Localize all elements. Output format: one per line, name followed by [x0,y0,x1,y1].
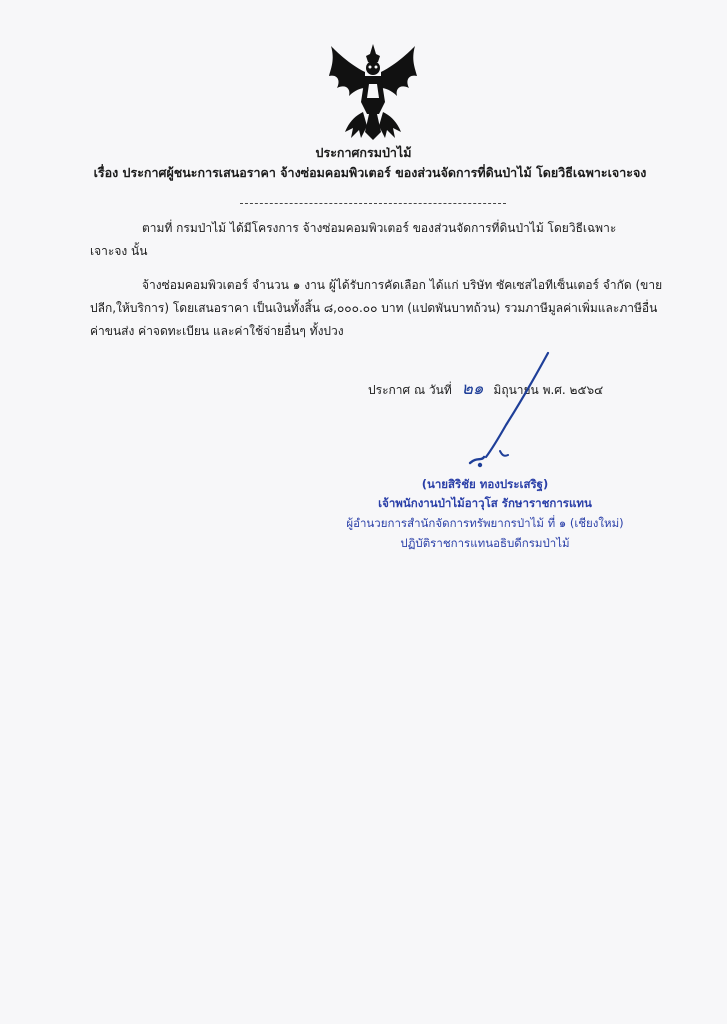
paragraph-2-line-1: จ้างซ่อมคอมพิวเตอร์ จำนวน ๑ งาน ผู้ได้รับการคัดเลือก ได้แก่ บริษัท ซัคเซสไอทีเซ็นเตอร์ จำกัด (ขาย [142,278,663,292]
divider [240,203,506,204]
date-day-handwritten: ๒๑ [461,379,484,399]
date-prefix: ประกาศ ณ วันที่ [368,383,452,397]
signatory-position-3: ปฏิบัติราชการแทนอธิบดีกรมป่าไม้ [400,536,570,550]
signatory-position-1: เจ้าพนักงานป่าไม้อาวุโส รักษาราชการแทน [378,496,592,510]
paragraph-1-line-1: ตามที่ กรมป่าไม้ ได้มีโครงการ จ้างซ่อมคอมพิวเตอร์ ของส่วนจัดการที่ดินป่าไม้ โดยวิธีเฉพาะ [142,221,617,235]
paragraph-2-line-2: ปลีก,ให้บริการ) โดยเสนอราคา เป็นเงินทั้งสิ้น ๘,๐๐๐.๐๐ บาท (แปดพันบาทถ้วน) รวมภาษีมูลค่าเพิ่มและภาษีอื่น [90,301,658,315]
announcement-title: ประกาศกรมป่าไม้ [315,145,412,160]
paragraph-1-line-2: เจาะจง นั้น [90,244,148,258]
garuda-emblem-icon [327,42,419,142]
paragraph-2-line-3: ค่าขนส่ง ค่าจดทะเบียน และค่าใช้จ่ายอื่นๆ ทั้งปวง [90,324,344,338]
handwritten-signature-icon [440,345,570,475]
announcement-subject: เรื่อง ประกาศผู้ชนะการเสนอราคา จ้างซ่อมคอมพิวเตอร์ ของส่วนจัดการที่ดินป่าไม้ โดยวิธีเฉพาะเจาะจง [93,165,647,180]
signatory-name: (นายสิริชัย ทองประเสริฐ) [421,477,549,491]
date-month-year: มิถุนายน พ.ศ. ๒๕๖๔ [493,383,604,397]
signatory-position-2: ผู้อำนวยการสำนักจัดการทรัพยากรป่าไม้ ที่ ๑ (เชียงใหม่) [346,516,624,530]
